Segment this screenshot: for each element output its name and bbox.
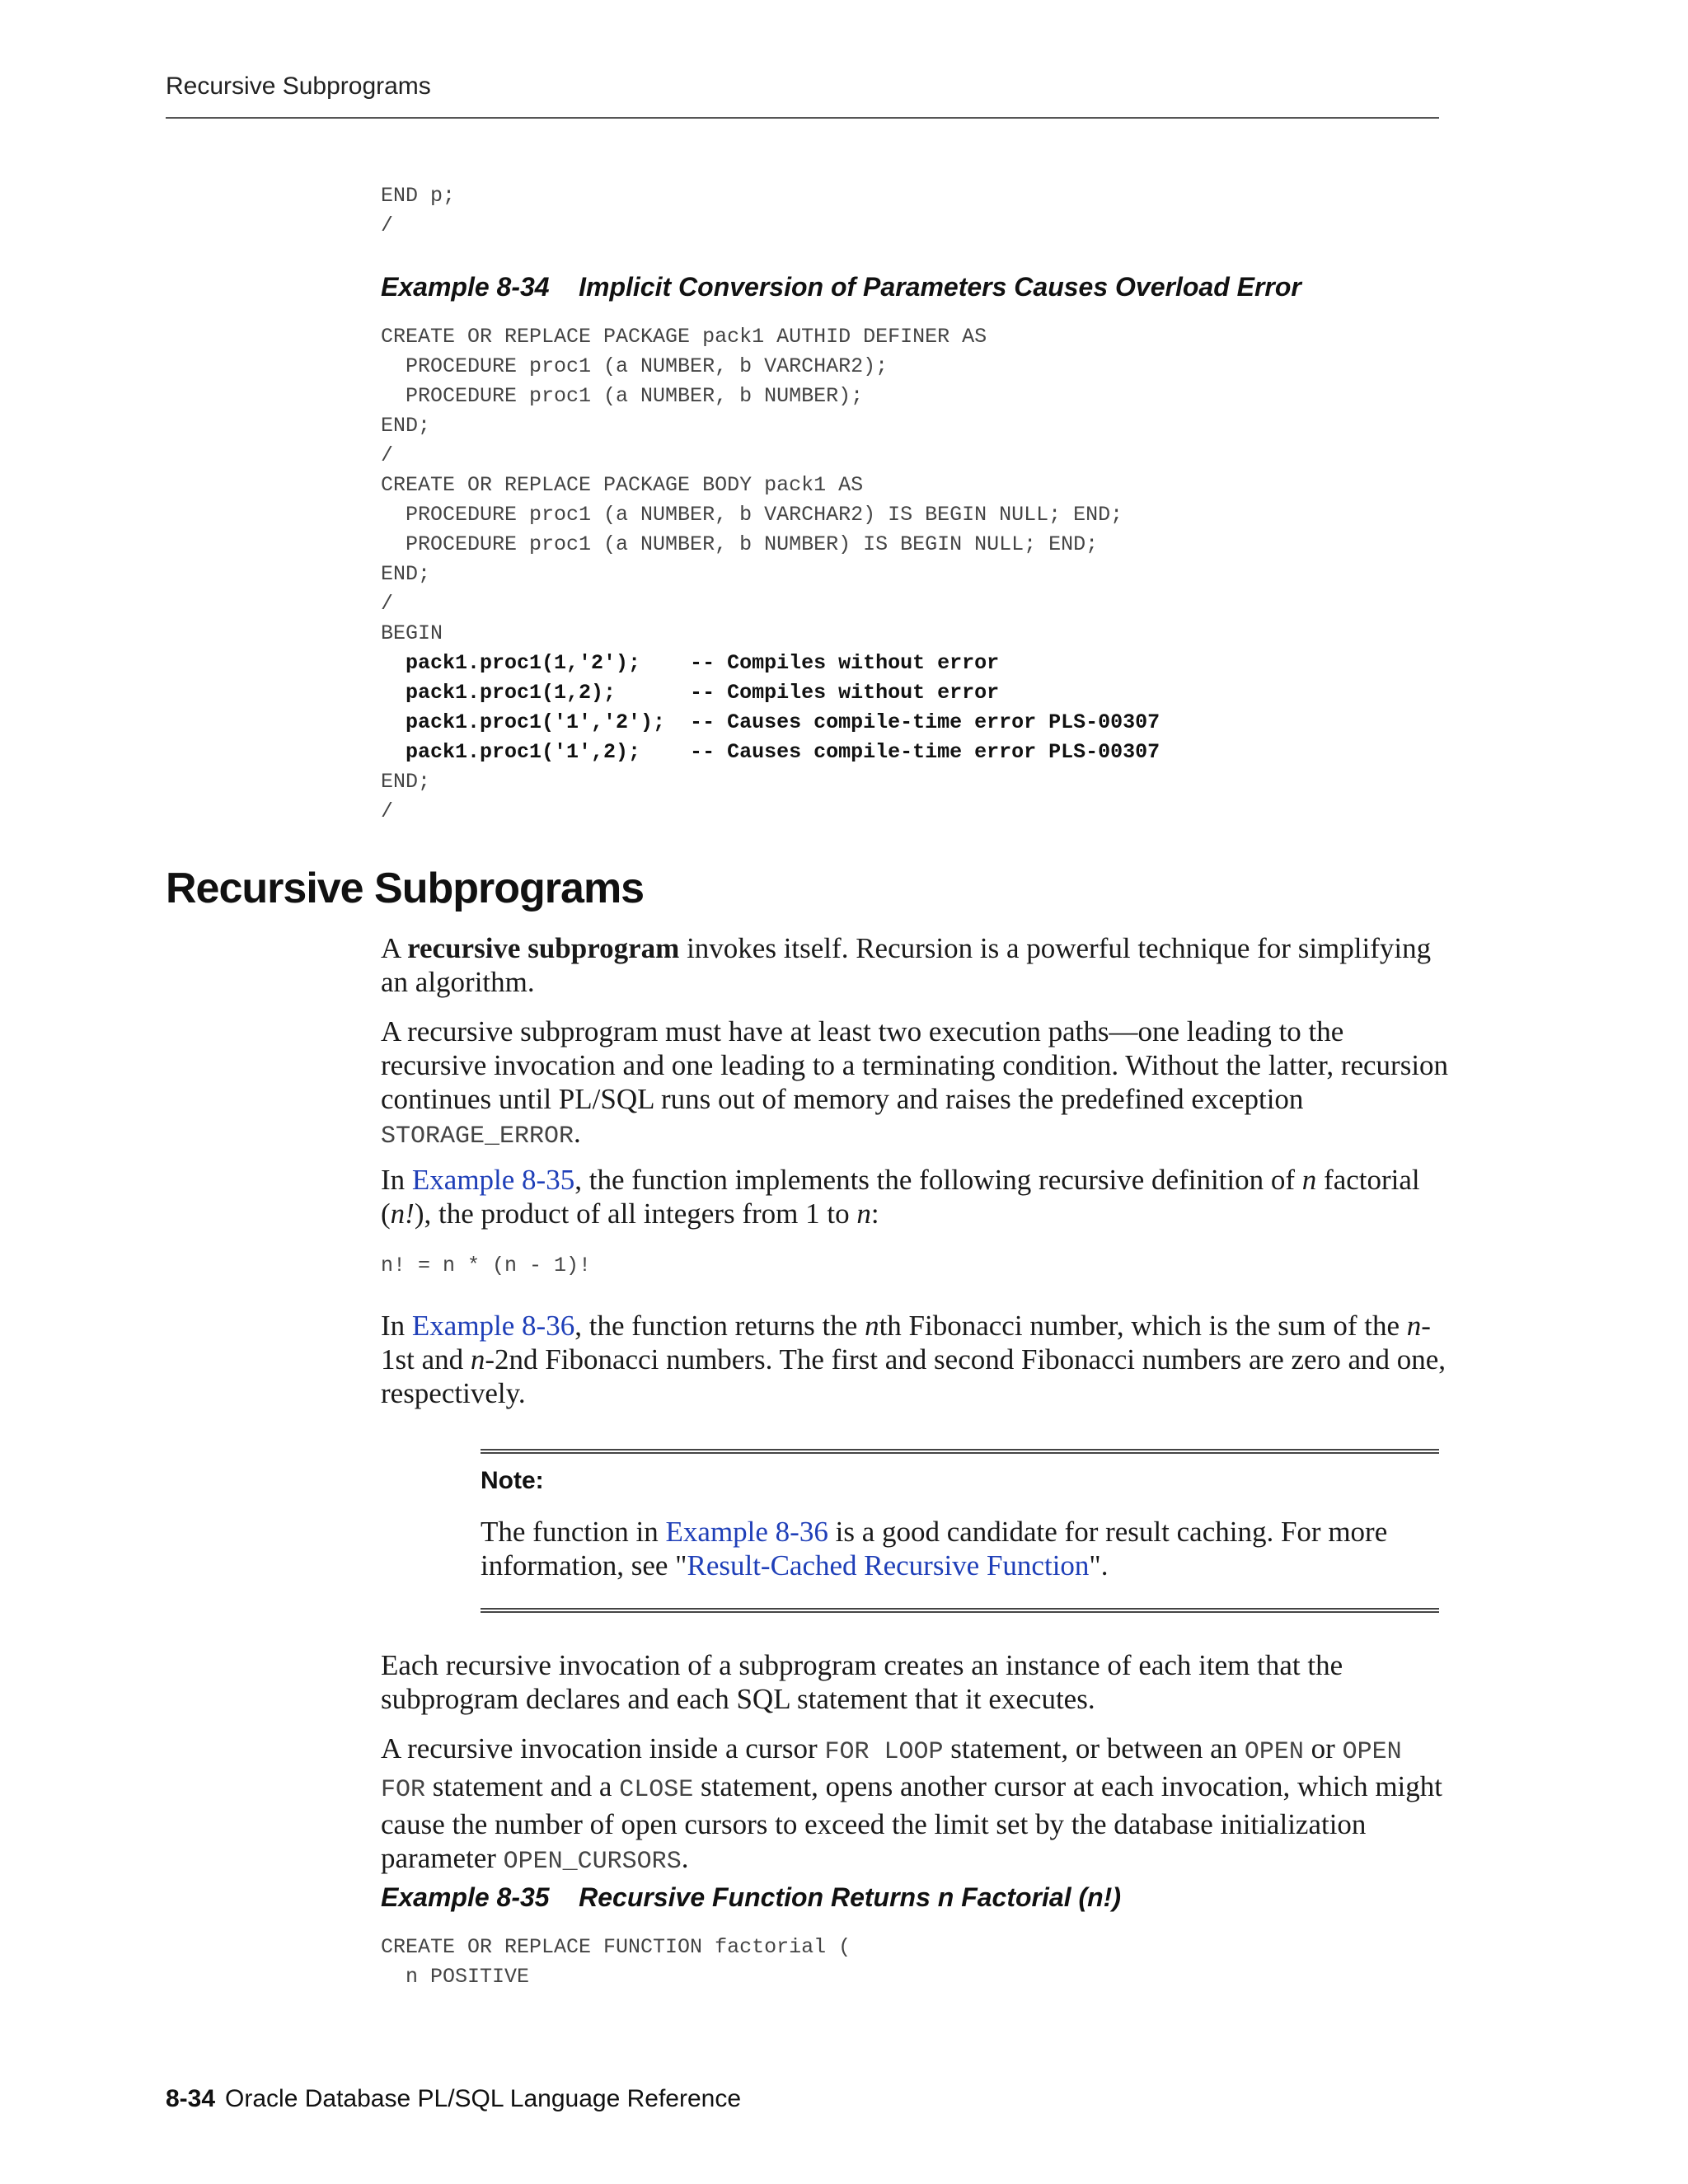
text-run: invokes itself. Recursion is a powerful technique for simplifying an algorithm. — [381, 932, 1432, 998]
code-open-for: OPEN FOR — [381, 1738, 1402, 1804]
code-line: / — [381, 213, 394, 237]
page-number: 8-34 — [166, 2085, 216, 2112]
note-top-rule — [481, 1449, 1439, 1454]
code-open: OPEN — [1244, 1738, 1304, 1766]
code-line: PROCEDURE proc1 (a NUMBER, b VARCHAR2) IS BEGIN NULL; END; — [381, 503, 1123, 527]
code-line: PROCEDURE proc1 (a NUMBER, b VARCHAR2); — [381, 354, 889, 378]
code-line: CREATE OR REPLACE PACKAGE pack1 AUTHID DEFINER AS — [381, 325, 987, 349]
text-run: A recursive subprogram must have at least two execution paths—one leading to the recursive invocation and one leading to a terminating condition. Without the latter, recursion continues until PL/SQL runs out of memory and raises the predefined exception — [381, 1015, 1449, 1115]
text-run: -2nd Fibonacci numbers. The first and second Fibonacci numbers are zero and one, respectively. — [381, 1343, 1447, 1409]
code-line: n POSITIVE — [381, 1965, 530, 1989]
code-block-top — [381, 181, 455, 241]
example-8-35-caption: Example 8-35 Recursive Function Returns n Factorial (n!) — [381, 1882, 1121, 1912]
text-run: A recursive invocation inside a cursor — [381, 1732, 825, 1765]
note-text — [481, 1515, 1453, 1582]
text-run: . — [681, 1842, 689, 1874]
text-run: In — [381, 1164, 412, 1196]
code-storage-error: STORAGE_ERROR — [381, 1122, 574, 1151]
example-8-34-caption: Example 8-34 Implicit Conversion of Parameters Causes Overload Error — [381, 272, 1301, 302]
example-8-35-code — [381, 1933, 851, 1992]
text-run: is a good candidate for result caching. For more information, see " — [481, 1516, 1388, 1582]
paragraph-factorial — [381, 1163, 1452, 1230]
text-run: , the function implements the following recursive definition of — [574, 1164, 1302, 1196]
text-run: . — [574, 1117, 581, 1149]
text-run: A — [381, 932, 408, 964]
note-label: Note: — [481, 1467, 544, 1494]
example-8-34-code — [381, 322, 1160, 827]
italic-n: n — [856, 1197, 871, 1230]
code-line: CREATE OR REPLACE FUNCTION factorial ( — [381, 1935, 851, 1959]
link-result-cached-recursive-function[interactable]: Result-Cached Recursive Function — [687, 1549, 1090, 1582]
running-header: Recursive Subprograms — [166, 73, 431, 100]
text-run: statement, opens another cursor at each invocation, which might cause the number of open cursors to exceed the limit set by the database initialization parameter — [381, 1770, 1442, 1874]
code-line: PROCEDURE proc1 (a NUMBER, b NUMBER) IS BEGIN NULL; END; — [381, 532, 1099, 556]
text-run: ), the product of all integers from 1 to — [414, 1197, 857, 1230]
code-line: END p; — [381, 184, 456, 208]
code-line-bold: pack1.proc1(1,'2'); -- Compiles without error — [381, 651, 1000, 675]
italic-n: n — [1301, 1164, 1317, 1196]
italic-n: n — [1406, 1310, 1422, 1342]
code-line-bold: pack1.proc1('1','2'); -- Causes compile-time error PLS-00307 — [381, 710, 1160, 734]
code-line-bold: pack1.proc1(1,2); -- Compiles without error — [381, 681, 1000, 705]
code-line: PROCEDURE proc1 (a NUMBER, b NUMBER); — [381, 384, 864, 408]
link-example-8-36[interactable]: Example 8-36 — [411, 1310, 575, 1342]
code-line: BEGIN — [381, 621, 443, 645]
formula-factorial: n! = n * (n - 1)! — [381, 1254, 592, 1277]
paragraph-fibonacci — [381, 1309, 1452, 1410]
code-line: END; — [381, 562, 431, 586]
code-line: END; — [381, 414, 431, 438]
code-open-cursors: OPEN_CURSORS — [503, 1848, 682, 1876]
page-footer — [166, 2085, 741, 2113]
paragraph-cursors — [381, 1732, 1452, 1879]
code-close: CLOSE — [619, 1776, 694, 1804]
link-example-8-35[interactable]: Example 8-35 — [411, 1164, 575, 1196]
text-run: The function in — [481, 1516, 666, 1548]
italic-n: n — [865, 1310, 879, 1342]
code-for-loop: FOR LOOP — [824, 1738, 944, 1766]
text-run: , the function returns the — [574, 1310, 865, 1342]
text-run: th Fibonacci number, which is the sum of the — [879, 1310, 1407, 1342]
code-line: / — [381, 799, 394, 823]
text-run: statement and a — [425, 1770, 620, 1802]
text-run: statement, or between an — [943, 1732, 1245, 1765]
link-example-8-36[interactable]: Example 8-36 — [665, 1516, 828, 1548]
italic-n-factorial: n! — [390, 1197, 415, 1230]
code-line-bold: pack1.proc1('1',2); -- Causes compile-time error PLS-00307 — [381, 740, 1160, 764]
text-run: In — [381, 1310, 412, 1342]
text-run: or — [1303, 1732, 1343, 1765]
paragraph-recursive-intro — [381, 931, 1452, 999]
text-run: factorial ( — [381, 1164, 1420, 1230]
text-run: ". — [1089, 1549, 1109, 1582]
italic-n: n — [470, 1343, 485, 1376]
code-line: END; — [381, 770, 431, 794]
code-line: CREATE OR REPLACE PACKAGE BODY pack1 AS — [381, 473, 864, 497]
paragraph-execution-paths — [381, 1015, 1452, 1154]
book-title: Oracle Database PL/SQL Language Reference — [225, 2085, 742, 2112]
paragraph-instances: Each recursive invocation of a subprogram creates an instance of each item that the subprogram declares and each SQL statement that it executes. — [381, 1649, 1343, 1715]
text-run: : — [870, 1197, 879, 1230]
code-line: / — [381, 592, 394, 616]
text-run: -1st and — [381, 1310, 1431, 1376]
term-recursive-subprogram: recursive subprogram — [407, 932, 680, 964]
header-rule — [166, 117, 1439, 119]
code-line: / — [381, 443, 394, 467]
note-bottom-rule — [481, 1608, 1439, 1613]
section-title: Recursive Subprograms — [166, 865, 645, 912]
